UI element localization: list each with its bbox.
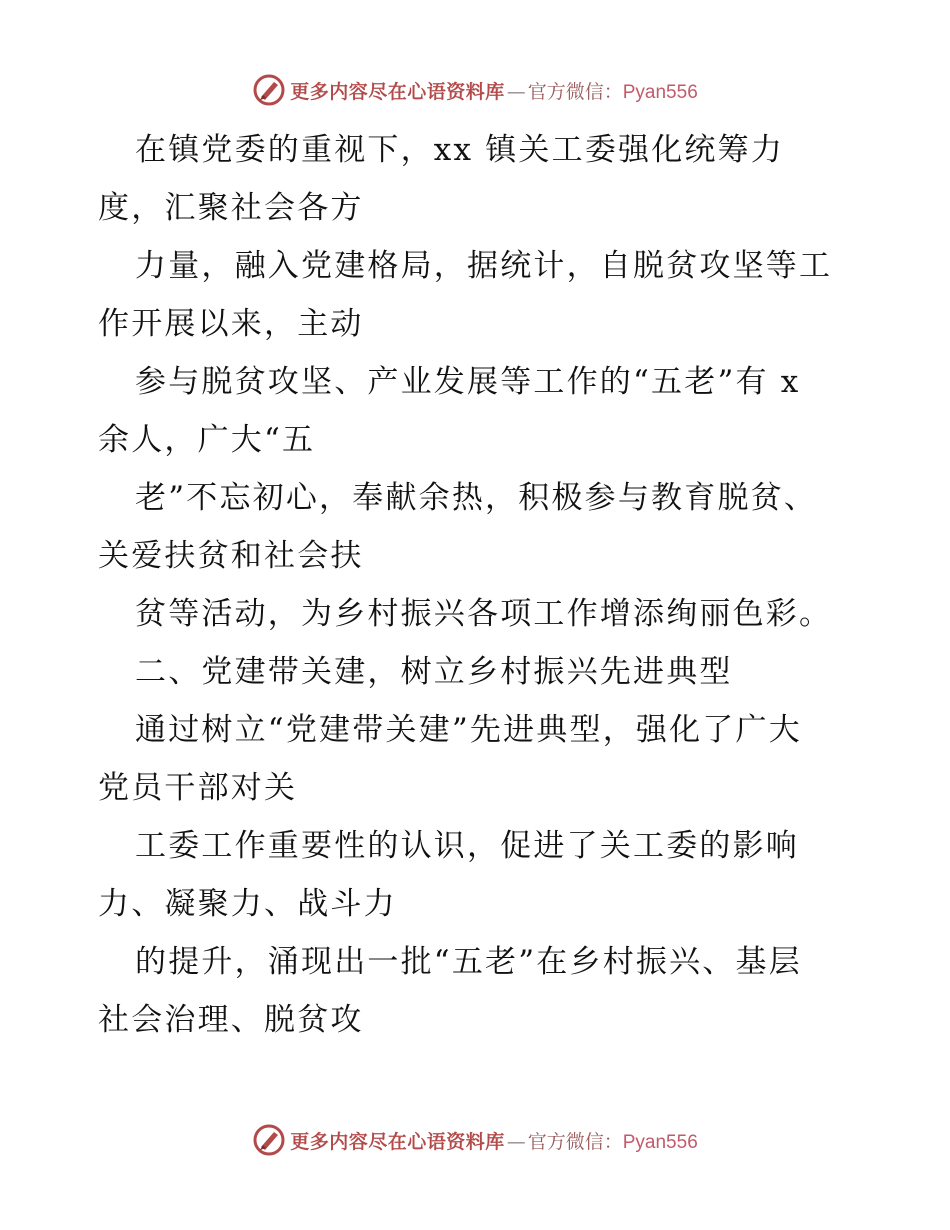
text-line: 度，汇聚社会各方 bbox=[98, 190, 364, 226]
document-body bbox=[98, 121, 858, 1049]
banner-main-text: 更多内容尽在心语资料库 bbox=[290, 1130, 505, 1153]
text-line: 老”不忘初心，奉献余热，积极参与教育脱贫、 bbox=[135, 480, 818, 516]
text-line: 贫等活动，为乡村振兴各项工作增添绚丽色彩。 bbox=[135, 596, 833, 632]
text-line: 工委工作重要性的认识，促进了关工委的影响 bbox=[135, 828, 799, 864]
text-line: 二、党建带关建，树立乡村振兴先进典型 bbox=[135, 654, 733, 690]
text-line: 余人，广大“五 bbox=[98, 422, 316, 458]
banner-dash: — bbox=[506, 80, 526, 103]
text-line: 通过树立“党建带关建”先进典型，强化了广大 bbox=[135, 712, 802, 748]
banner-dash: — bbox=[506, 1130, 526, 1153]
text-line: 作开展以来，主动 bbox=[98, 306, 364, 342]
text-line: 关爱扶贫和社会扶 bbox=[98, 538, 364, 574]
text-line: 力量，融入党建格局，据统计，自脱贫攻坚等工 bbox=[135, 248, 833, 284]
banner-text bbox=[290, 1127, 698, 1154]
banner-wechat-label: 官方微信： bbox=[527, 1130, 623, 1153]
banner-text bbox=[290, 77, 698, 104]
text-line: 党员干部对关 bbox=[98, 770, 298, 806]
text-line: 社会治理、脱贫攻 bbox=[98, 1002, 364, 1038]
text-line: 力、凝聚力、战斗力 bbox=[98, 886, 397, 922]
text-line: 参与脱贫攻坚、产业发展等工作的“五老”有 x bbox=[135, 364, 801, 400]
header-banner bbox=[0, 70, 950, 110]
brand-logo-icon bbox=[252, 73, 286, 107]
footer-banner bbox=[0, 1120, 950, 1160]
text-line: 的提升，涌现出一批“五老”在乡村振兴、基层 bbox=[135, 944, 802, 980]
text-line: 在镇党委的重视下，xx 镇关工委强化统筹力 bbox=[135, 132, 785, 168]
brand-logo-icon bbox=[252, 1123, 286, 1157]
banner-wechat-id: Pyan556 bbox=[622, 81, 698, 103]
banner-main-text: 更多内容尽在心语资料库 bbox=[290, 80, 505, 103]
banner-wechat-label: 官方微信： bbox=[527, 80, 623, 103]
banner-wechat-id: Pyan556 bbox=[622, 1131, 698, 1153]
